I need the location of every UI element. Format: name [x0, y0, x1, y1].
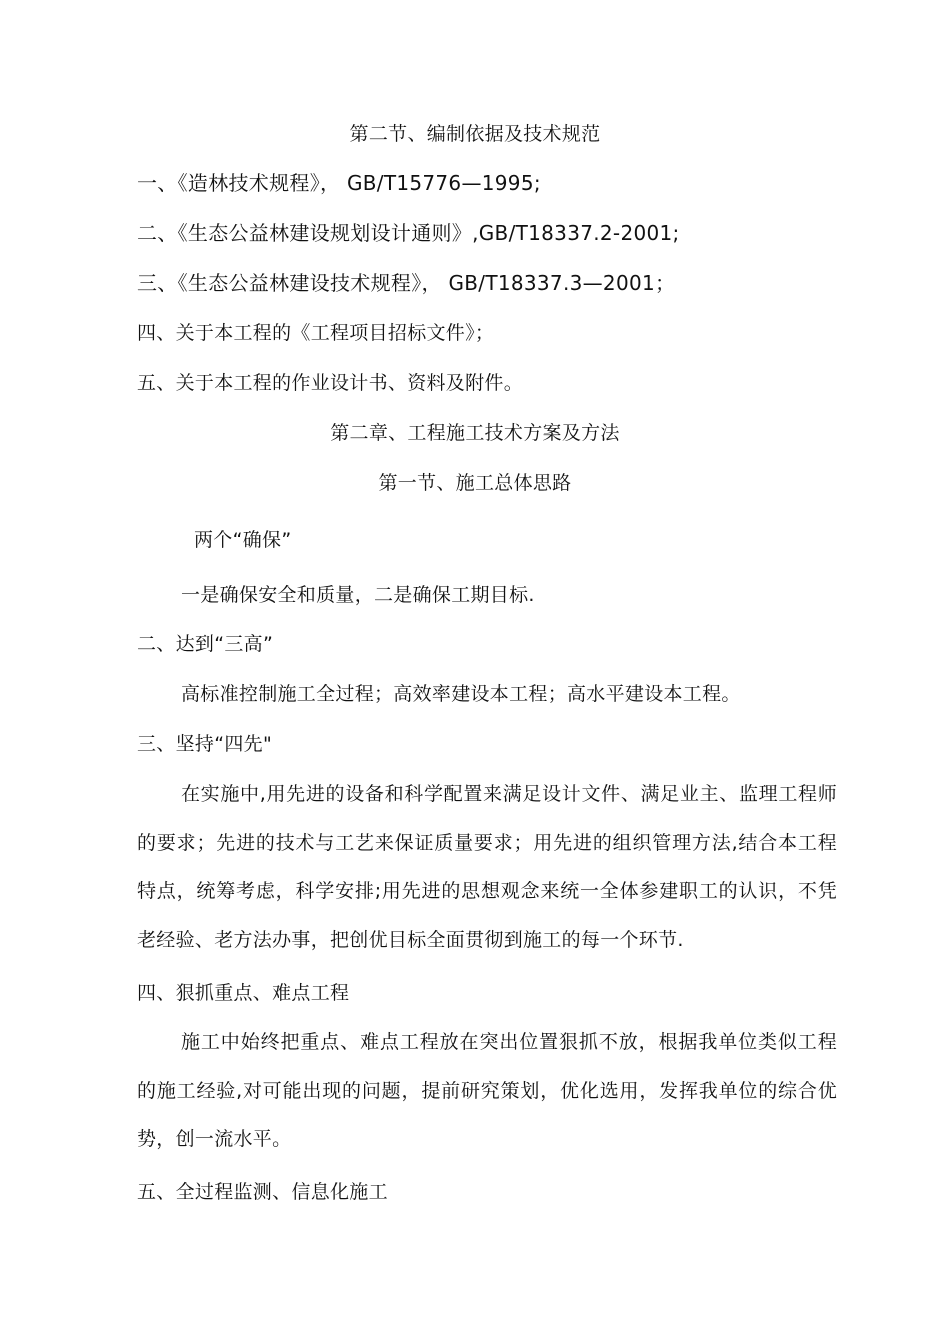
reference-item-1: 一、《造林技术规程》， GB/T15776—1995; [137, 171, 541, 195]
reference-item-5: 五、关于本工程的作业设计书、资料及附件。 [137, 372, 524, 394]
reference-item-2: 二、《生态公益林建设规划设计通则》,GB/T18337.2-2001; [137, 221, 680, 245]
section-title: 第二节、编制依据及技术规范 [349, 123, 601, 145]
item-four-heading: 四、狠抓重点、难点工程 [137, 982, 350, 1004]
item-two-text: 高标准控制施工全过程；高效率建设本工程；高水平建设本工程。 [181, 683, 741, 705]
item-four-paragraph: 施工中始终把重点、难点工程放在突出位置狠抓不放，根据我单位类似工程的施工经验,对可能出现的问题，提前研究策划，优化选用，发挥我单位的综合优势，创一流水平。 [137, 1031, 837, 1150]
item-one-heading: 两个“确保” [194, 529, 292, 551]
item-one-text: 一是确保安全和质量，二是确保工期目标. [181, 584, 535, 606]
item-three-heading: 三、坚持“四先" [137, 733, 272, 755]
chapter-title: 第二章、工程施工技术方案及方法 [330, 422, 620, 444]
item-five-heading: 五、全过程监测、信息化施工 [137, 1181, 388, 1203]
item-three-paragraph: 在实施中,用先进的设备和科学配置来满足设计文件、满足业主、监理工程师的要求；先进的技术与工艺来保证质量要求；用先进的组织管理方法,结合本工程特点，统筹考虑，科学安排;用先进的思想观念来统一全体参建职工的认识，不凭老经验、老方法办事，把创优目标全面贯彻到施工的每一个环节. [137, 783, 837, 951]
reference-item-4: 四、关于本工程的《工程项目招标文件》； [137, 322, 495, 344]
item-two-heading: 二、达到“三高” [137, 633, 274, 655]
subsection-title: 第一节、施工总体思路 [378, 472, 572, 494]
reference-item-3: 三、《生态公益林建设技术规程》， GB/T18337.3—2001； [137, 271, 676, 295]
